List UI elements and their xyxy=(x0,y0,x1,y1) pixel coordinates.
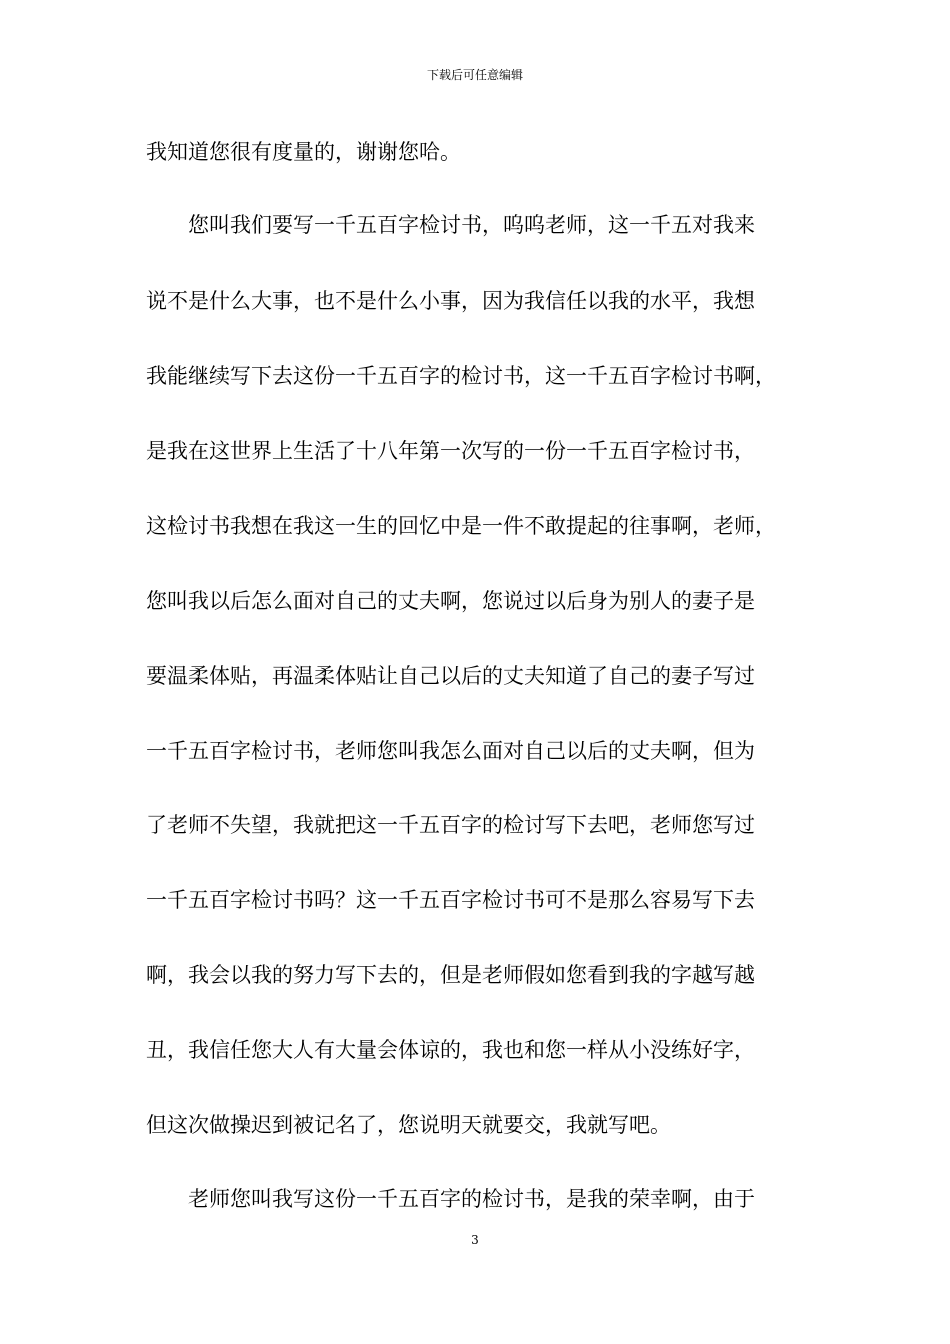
page-number: 3 xyxy=(471,1233,479,1247)
text-line: 丑，我信任您大人有大量会体谅的，我也和您一样从小没练好字， xyxy=(146,1038,755,1062)
text-line: 老师您叫我写这份一千五百字的检讨书，是我的荣幸啊，由于 xyxy=(188,1187,755,1211)
page-header: 下载后可任意编辑 xyxy=(426,68,523,82)
text-line: 这检讨书我想在我这一生的回忆中是一件不敢提起的往事啊，老师， xyxy=(146,514,776,538)
text-line: 啊，我会以我的努力写下去的，但是老师假如您看到我的字越写越 xyxy=(146,963,755,987)
text-line: 我知道您很有度量的，谢谢您哈。 xyxy=(146,140,461,164)
text-line: 是我在这世界上生活了十八年第一次写的一份一千五百字检讨书， xyxy=(146,439,755,463)
text-line: 说不是什么大事，也不是什么小事，因为我信任以我的水平，我想 xyxy=(146,289,755,313)
text-line: 一千五百字检讨书，老师您叫我怎么面对自己以后的丈夫啊，但为 xyxy=(146,739,755,763)
text-line: 但这次做操迟到被记名了，您说明天就要交，我就写吧。 xyxy=(146,1113,671,1137)
text-line: 了老师不失望，我就把这一千五百字的检讨写下去吧，老师您写过 xyxy=(146,813,755,837)
text-line: 要温柔体贴，再温柔体贴让自己以后的丈夫知道了自己的妻子写过 xyxy=(146,664,755,688)
text-line: 我能继续写下去这份一千五百字的检讨书，这一千五百字检讨书啊， xyxy=(146,364,776,388)
text-line: 您叫我以后怎么面对自己的丈夫啊，您说过以后身为别人的妻子是 xyxy=(146,589,755,613)
text-line: 您叫我们要写一千五百字检讨书，呜呜老师，这一千五对我来 xyxy=(188,213,755,237)
text-line: 一千五百字检讨书吗？这一千五百字检讨书可不是那么容易写下去 xyxy=(146,888,755,912)
